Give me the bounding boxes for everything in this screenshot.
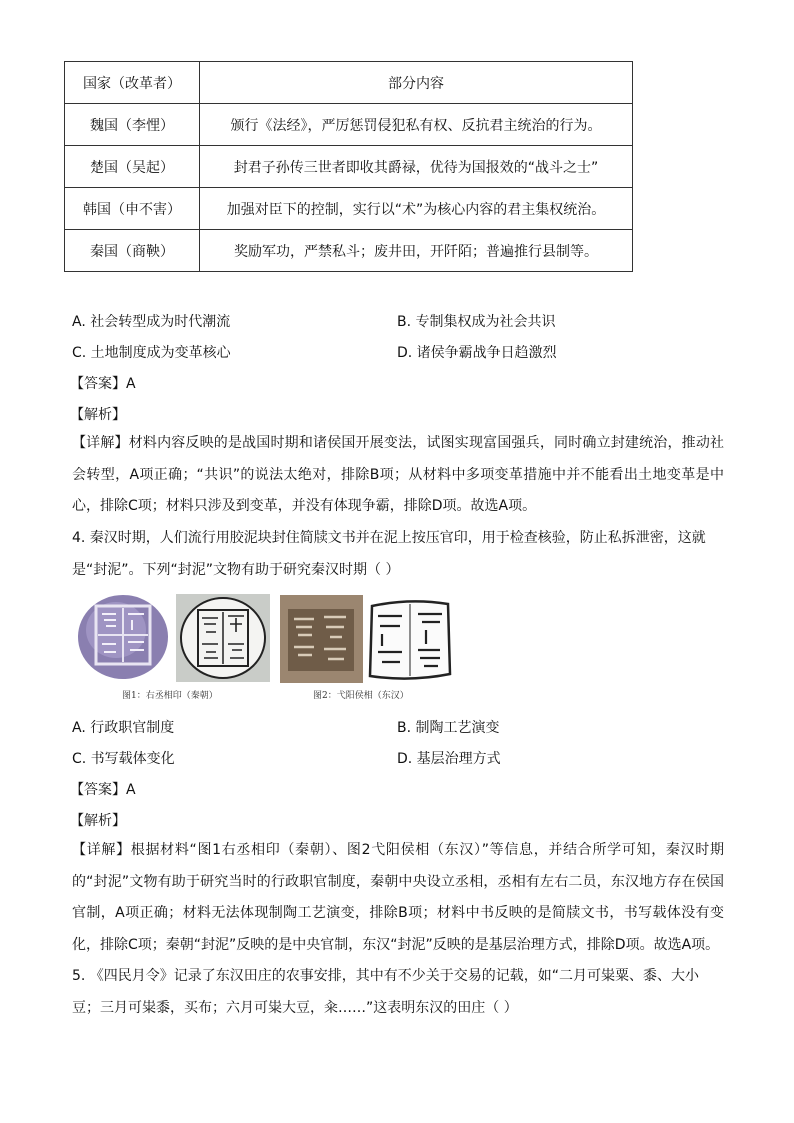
detail-paragraph: 【详解】材料内容反映的是战国时期和诸侯国开展变法，试图实现富国强兵，同时确立封建统治，推动社会转型，A项正确；“共识”的说法太绝对，排除B项；从材料中多项变革措施中并不能看出土地变革是中心，排除C项；材料只涉及到变革，并没有体现争霸，排除D项。故选A项。 — [72, 435, 724, 514]
table-cell: 秦国（商鞅） — [65, 230, 200, 272]
seal-image-1 — [76, 592, 170, 682]
option-b: B. 制陶工艺演变 — [397, 720, 500, 736]
option-c: C. 书写载体变化 — [72, 751, 175, 767]
table-cell: 魏国（李悝） — [65, 104, 200, 146]
table-row — [65, 188, 633, 230]
table-row — [65, 230, 633, 272]
seal-image-3 — [280, 595, 363, 683]
option-a: A. 行政职官制度 — [72, 720, 175, 736]
answer-label: 【答案】A — [70, 782, 136, 798]
table-header: 国家（改革者） — [65, 62, 200, 104]
seal-image-2 — [176, 594, 270, 682]
table-cell: 楚国（吴起） — [65, 146, 200, 188]
table-header: 部分内容 — [200, 62, 633, 104]
detail-paragraph: 【详解】根据材料“图1右丞相印（秦朝）、图2弋阳侯相（东汉）”等信息，并结合所学可知，秦汉时期的“封泥”文物有助于研究当时的行政职官制度，秦朝中央设立丞相，丞相有左右二员，东汉地方存在侯国官制，A项正确；材料无法体现制陶工艺演变，排除B项；材料中书反映的是简牍文书，书写载体没有变化，排除C项；秦朝“封泥”反映的是中央官制，东汉“封泥”反映的是基层治理方式，排除D项。故选A项。 — [72, 842, 724, 953]
option-d: D. 诸侯争霸战争日趋激烈 — [397, 345, 557, 361]
figure-caption-2: 图2：弋阳侯相（东汉） — [313, 691, 409, 701]
question-stem: 4. 秦汉时期，人们流行用胶泥块封住简牍文书并在泥上按压官印，用于检查核验，防止私拆泄密，这就是“封泥”。下列“封泥”文物有助于研究秦汉时期（ ） — [72, 530, 706, 578]
table-cell: 韩国（申不害） — [65, 188, 200, 230]
option-d: D. 基层治理方式 — [397, 751, 501, 767]
table-cell: 颁行《法经》，严厉惩罚侵犯私有权、反抗君主统治的行为。 — [200, 104, 633, 146]
option-b: B. 专制集权成为社会共识 — [397, 314, 556, 330]
table-cell: 封君子孙传三世者即收其爵禄，优待为国报效的“战斗之士” — [200, 146, 633, 188]
option-c: C. 土地制度成为变革核心 — [72, 345, 231, 361]
table-row — [65, 146, 633, 188]
table-header-row — [65, 62, 633, 104]
question-stem: 5. 《四民月令》记录了东汉田庄的农事安排，其中有不少关于交易的记载，如“二月可粜粟、黍、大小豆；三月可粜黍，买布；六月可粜大豆，籴……”这表明东汉的田庄（ ） — [72, 968, 700, 1016]
analysis-label: 【解析】 — [70, 813, 126, 829]
table-cell: 奖励军功，严禁私斗；废井田，开阡陌；普遍推行县制等。 — [200, 230, 633, 272]
analysis-label: 【解析】 — [70, 407, 126, 423]
seal-image-4 — [366, 596, 454, 683]
reform-table — [64, 61, 633, 272]
table-cell: 加强对臣下的控制，实行以“术”为核心内容的君主集权统治。 — [200, 188, 633, 230]
figure-caption-1: 图1：右丞相印（秦朝） — [122, 691, 218, 701]
answer-label: 【答案】A — [70, 376, 136, 392]
option-a: A. 社会转型成为时代潮流 — [72, 314, 231, 330]
table-row — [65, 104, 633, 146]
